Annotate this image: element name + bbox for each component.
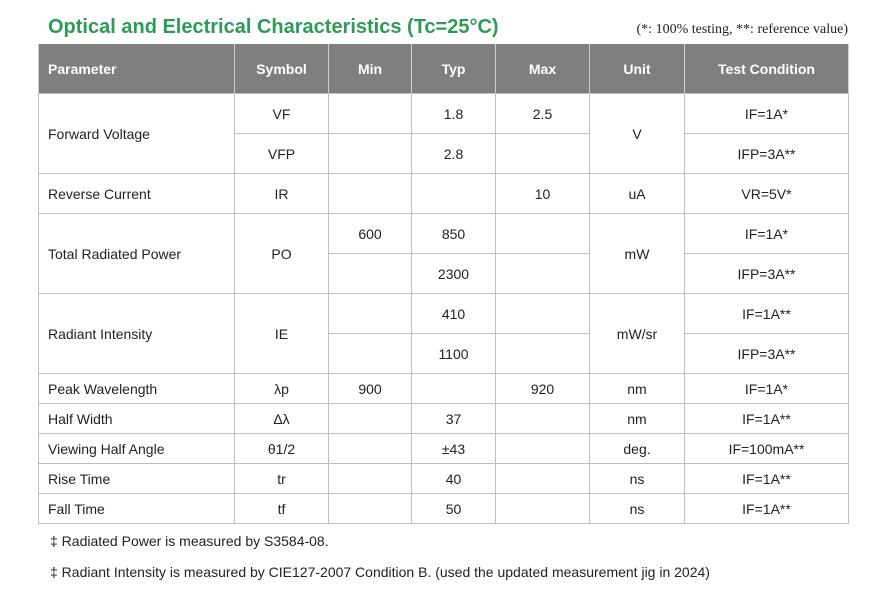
header-symbol: Symbol [235,44,329,94]
typ-cell: 50 [412,494,496,524]
unit-cell: mW [590,214,685,294]
table-row [39,294,849,334]
max-cell [496,214,590,254]
symbol-cell: tr [235,464,329,494]
condition-cell: IFP=3A** [685,334,849,374]
condition-cell: IFP=3A** [685,254,849,294]
table-row [39,174,849,214]
testing-note: (*: 100% testing, **: reference value) [636,22,848,37]
header-row [39,44,849,94]
min-cell [329,94,412,134]
condition-cell: IF=1A** [685,494,849,524]
typ-cell: 1.8 [412,94,496,134]
min-cell: 900 [329,374,412,404]
min-cell [329,434,412,464]
typ-cell [412,374,496,404]
parameter-cell: Forward Voltage [39,94,235,174]
unit-cell: nm [590,404,685,434]
table-row [39,494,849,524]
symbol-cell: tf [235,494,329,524]
unit-cell: uA [590,174,685,214]
parameter-cell: Radiant Intensity [39,294,235,374]
table-row [39,404,849,434]
condition-cell: IF=1A** [685,294,849,334]
footnote-radiated-power: ‡ Radiated Power is measured by S3584-08. [50,533,329,549]
typ-cell: 1100 [412,334,496,374]
footnote-radiant-intensity: ‡ Radiant Intensity is measured by CIE127-2007 Condition B. (used the updated measurement jig in 2024) [50,564,710,580]
header-unit: Unit [590,44,685,94]
parameter-cell: Total Radiated Power [39,214,235,294]
parameter-cell: Half Width [39,404,235,434]
characteristics-table [38,44,849,524]
min-cell [329,134,412,174]
max-cell [496,494,590,524]
header-parameter: Parameter [39,44,235,94]
parameter-cell: Peak Wavelength [39,374,235,404]
min-cell: 600 [329,214,412,254]
typ-cell [412,174,496,214]
symbol-cell: VFP [235,134,329,174]
max-cell [496,134,590,174]
max-cell [496,464,590,494]
min-cell [329,404,412,434]
table-row [39,464,849,494]
typ-cell: 40 [412,464,496,494]
table-row [39,374,849,404]
max-cell: 2.5 [496,94,590,134]
symbol-cell: λp [235,374,329,404]
condition-cell: IF=1A* [685,94,849,134]
typ-cell: 37 [412,404,496,434]
condition-cell: IF=1A* [685,214,849,254]
typ-cell: ±43 [412,434,496,464]
max-cell: 10 [496,174,590,214]
parameter-cell: Reverse Current [39,174,235,214]
symbol-cell: VF [235,94,329,134]
unit-cell: ns [590,494,685,524]
typ-cell: 410 [412,294,496,334]
parameter-cell: Rise Time [39,464,235,494]
header-max: Max [496,44,590,94]
symbol-cell: Δλ [235,404,329,434]
page-title: Optical and Electrical Characteristics (Tc=25°C) [48,16,499,38]
table-row [39,94,849,134]
unit-cell: ns [590,464,685,494]
symbol-cell: PO [235,214,329,294]
max-cell [496,434,590,464]
condition-cell: IF=1A* [685,374,849,404]
max-cell [496,294,590,334]
symbol-cell: IR [235,174,329,214]
parameter-cell: Viewing Half Angle [39,434,235,464]
table-row [39,434,849,464]
condition-cell: IF=100mA** [685,434,849,464]
typ-cell: 2.8 [412,134,496,174]
condition-cell: VR=5V* [685,174,849,214]
max-cell [496,334,590,374]
condition-cell: IF=1A** [685,464,849,494]
max-cell [496,404,590,434]
condition-cell: IF=1A** [685,404,849,434]
table-row [39,214,849,254]
min-cell [329,294,412,334]
min-cell [329,334,412,374]
condition-cell: IFP=3A** [685,134,849,174]
min-cell [329,174,412,214]
header-typ: Typ [412,44,496,94]
symbol-cell: IE [235,294,329,374]
max-cell: 920 [496,374,590,404]
unit-cell: nm [590,374,685,404]
min-cell [329,494,412,524]
min-cell [329,254,412,294]
unit-cell: deg. [590,434,685,464]
typ-cell: 2300 [412,254,496,294]
max-cell [496,254,590,294]
symbol-cell: θ1/2 [235,434,329,464]
unit-cell: V [590,94,685,174]
header-min: Min [329,44,412,94]
header-test-condition: Test Condition [685,44,849,94]
min-cell [329,464,412,494]
parameter-cell: Fall Time [39,494,235,524]
typ-cell: 850 [412,214,496,254]
unit-cell: mW/sr [590,294,685,374]
